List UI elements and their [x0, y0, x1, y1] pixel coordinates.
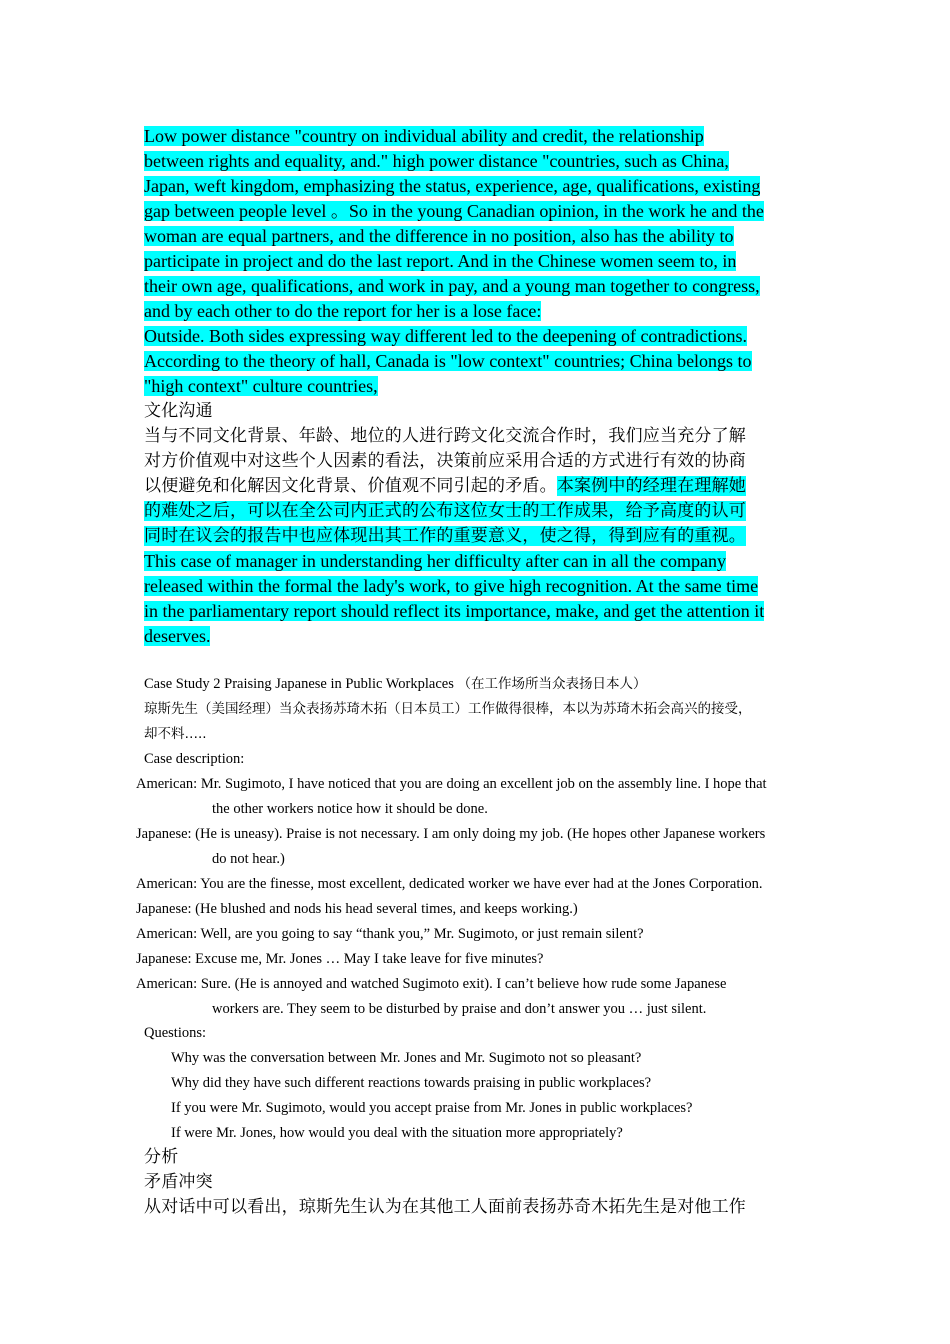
text-line-highlighted: in the parliamentary report should reflect its importance, make, and get the attention it — [144, 601, 765, 621]
text-line: Japan, weft kingdom, emphasizing the status, experience, age, qualifications, existing — [144, 176, 761, 196]
text-line: "high context" culture countries, — [144, 376, 378, 396]
text-line: Low power distance "country on individual ability and credit, the relationship — [144, 126, 704, 146]
questions-label: Questions: — [144, 1025, 207, 1041]
text-line: According to the theory of hall, Canada is "low context" countries; China belongs to — [144, 351, 752, 371]
dialogue-line — [136, 872, 816, 897]
dialogue-text: American: Mr. Sugimoto, I have noticed that you are doing an excellent job on the assembly line. I hope that — [136, 776, 767, 792]
text-line: and by each other to do the report for her is a lose face: — [144, 301, 542, 321]
question-item: If were Mr. Jones, how would you deal with the situation more appropriately? — [171, 1125, 623, 1141]
text-line: 对方价值观中对这些个人因素的看法，决策前应采用合适的方式进行有效的协商 — [144, 451, 746, 471]
text-line: their own age, qualifications, and work in pay, and a young man together to congress, — [144, 276, 760, 296]
text-line-highlighted: released within the formal the lady's work, to give high recognition. At the same time — [144, 576, 759, 596]
dialogue-text: American: You are the finesse, most excellent, dedicated worker we have ever had at the Jones Corporation. — [136, 876, 763, 892]
heading-culture-communication: 文化沟通 — [144, 401, 213, 421]
text-line: 以便避免和化解因文化背景、价值观不同引起的矛盾。 — [144, 476, 557, 496]
dialogue-line — [136, 922, 816, 947]
dialogue-text: Japanese: Excuse me, Mr. Jones … May I take leave for five minutes? — [136, 951, 544, 967]
text-line-highlighted: 的难处之后，可以在全公司内正式的公布这位女士的工作成果，给予高度的认可 — [144, 501, 746, 521]
question-item: If you were Mr. Sugimoto, would you accept praise from Mr. Jones in public workplaces? — [171, 1100, 693, 1116]
dialogue-continuation: the other workers notice how it should be done. — [212, 801, 488, 817]
text-line: participate in project and do the last report. And in the Chinese women seem to, in — [144, 251, 737, 271]
text-line: between rights and equality, and." high power distance "countries, such as China, — [144, 151, 729, 171]
dialogue-text: Japanese: (He blushed and nods his head several times, and keeps working.) — [136, 901, 578, 917]
dialogue-line — [136, 772, 816, 822]
dialogue-line — [136, 822, 816, 872]
dialogue-line — [136, 947, 816, 972]
paragraph-conflict-line: 从对话中可以看出，琼斯先生认为在其他工人面前表扬苏奇木拓先生是对他工作 — [144, 1197, 746, 1217]
dialogue-text: American: Sure. (He is annoyed and watched Sugimoto exit). I can’t believe how rude some Japanese — [136, 976, 727, 992]
text-line-highlighted: This case of manager in understanding her difficulty after can in all the company — [144, 551, 726, 571]
dialogue-text: American: Well, are you going to say “thank you,” Mr. Sugimoto, or just remain silent? — [136, 926, 644, 942]
case-study-title — [144, 672, 647, 697]
dialogue-continuation: do not hear.) — [212, 851, 285, 867]
case-study-title-en: Case Study 2 Praising Japanese in Public Workplaces — [144, 676, 458, 692]
question-item: Why did they have such different reactions towards praising in public workplaces? — [171, 1075, 652, 1091]
dialogue-continuation: workers are. They seem to be disturbed by praise and don’t answer you … just silent. — [212, 1001, 707, 1017]
case-study-title-cn: （在工作场所当众表扬日本人） — [457, 676, 647, 692]
text-line: 当与不同文化背景、年龄、地位的人进行跨文化交流合作时，我们应当充分了解 — [144, 426, 746, 446]
text-line: gap between people level 。So in the young Canadian opinion, in the work he and the — [144, 201, 764, 221]
text-line: woman are equal partners, and the difference in no position, also has the ability to — [144, 226, 734, 246]
text-line: Outside. Both sides expressing way different led to the deepening of contradictions. — [144, 326, 748, 346]
dialogue-text: Japanese: (He is uneasy). Praise is not necessary. I am only doing my job. (He hopes other Japanese workers — [136, 826, 766, 842]
text-line-highlighted: deserves. — [144, 626, 211, 646]
heading-conflict: 矛盾冲突 — [144, 1172, 213, 1192]
dialogue-line — [136, 897, 816, 922]
question-item: Why was the conversation between Mr. Jones and Mr. Sugimoto not so pleasant? — [171, 1050, 642, 1066]
paragraph-power-distance — [144, 124, 808, 399]
text-line-highlighted: 本案例中的经理在理解她 — [556, 476, 747, 496]
case-intro-line: 却不料….. — [144, 726, 207, 742]
text-line-highlighted: 同时在议会的报告中也应体现出其工作的重要意义，使之得，得到应有的重视。 — [144, 526, 746, 546]
case-description-label: Case description: — [144, 751, 245, 767]
case-intro-line: 琼斯先生（美国经理）当众表扬苏琦木拓（日本员工）工作做得很棒，本以为苏琦木拓会高兴的接受， — [144, 701, 752, 717]
dialogue-line — [136, 972, 816, 1022]
paragraph-culture-communication — [144, 424, 808, 649]
heading-analysis: 分析 — [144, 1147, 179, 1167]
